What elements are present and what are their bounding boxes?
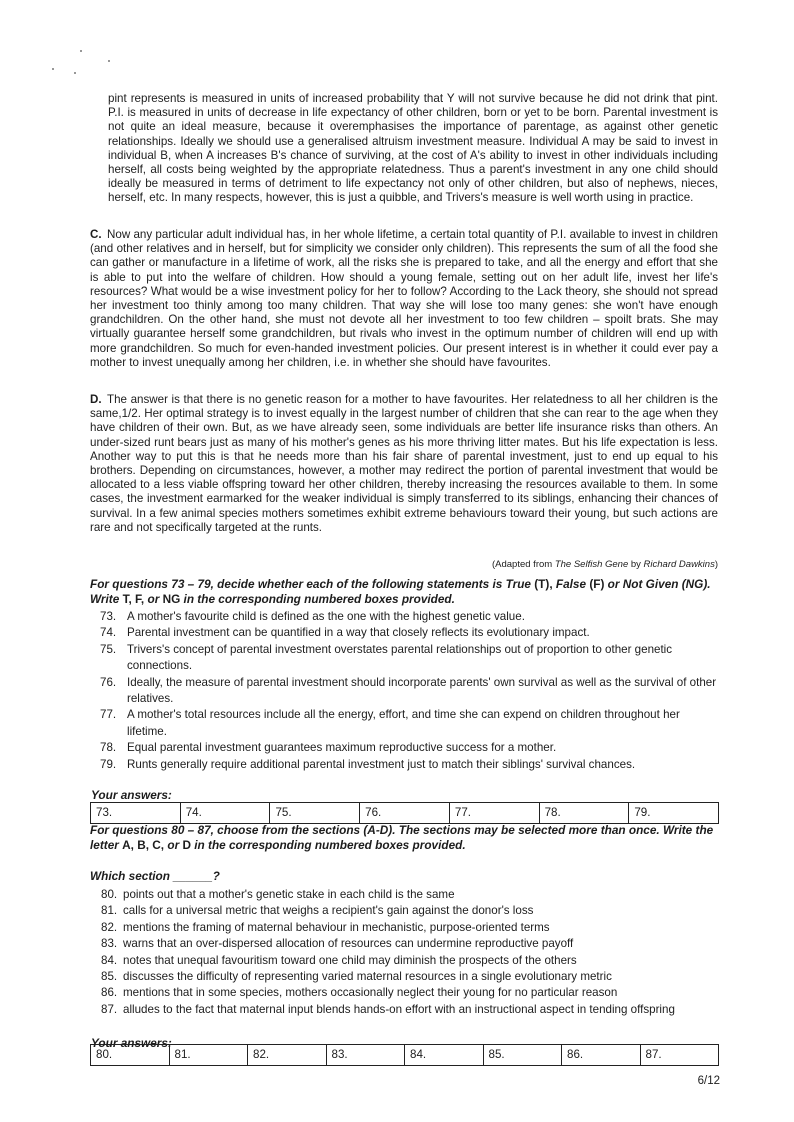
- question-74: 74. Parental investment can be quantified in a way that closely reflects its evolutionary impact.: [100, 626, 590, 640]
- answer-box-82[interactable]: 82.: [248, 1045, 327, 1065]
- question-84: 84. notes that unequal favouritism toward one child may diminish the prospects of the others: [101, 953, 577, 967]
- section-c: [90, 228, 718, 370]
- instructions-tf: For questions 73 – 79, decide whether each of the following statements is True (T), False (F) or Not Given (NG). Write T, F, or NG in the corresponding numbered boxes provided.: [90, 577, 711, 606]
- which-section-prompt: Which section ______?: [90, 869, 220, 883]
- answer-box-84[interactable]: 84.: [405, 1045, 484, 1065]
- page-number: 6/12: [697, 1075, 720, 1087]
- source-author: Richard Dawkins: [643, 559, 715, 570]
- section-d: [90, 393, 718, 535]
- question-82: 82. mentions the framing of maternal behaviour in mechanistic, purpose-oriented terms: [101, 920, 550, 934]
- answer-box-73[interactable]: 73.: [91, 803, 181, 823]
- answer-box-80[interactable]: 80.: [91, 1045, 170, 1065]
- question-77: 77. A mother's total resources include all the energy, effort, and time she can expend on children throughout her lifetime.: [100, 708, 680, 738]
- section-c-letter: C.: [90, 228, 102, 241]
- question-73: 73. A mother's favourite child is defined as the one with the highest genetic value.: [100, 610, 525, 623]
- tf-question-list: [100, 609, 720, 773]
- source-book: The Selfish Gene: [554, 559, 629, 570]
- question-86: 86. mentions that in some species, mothers occasionally neglect their young for no particular reason: [101, 986, 618, 1000]
- scan-specks: [50, 48, 130, 88]
- answer-box-76[interactable]: 76.: [360, 803, 450, 823]
- instructions-matching: For questions 80 – 87, choose from the sections (A-D). The sections may be selected more than once. Write the letter A, B, C, or D in the corresponding numbered boxes provided.: [90, 823, 714, 852]
- answer-box-87[interactable]: 87.: [645, 1048, 662, 1061]
- answer-box-77[interactable]: 77.: [450, 803, 540, 823]
- question-76: 76. Ideally, the measure of parental investment should incorporate parents' own survival as well as the survival of other relatives.: [100, 675, 717, 706]
- answer-box-86[interactable]: 86.: [562, 1045, 641, 1065]
- answer-box-79[interactable]: 79.: [634, 806, 651, 819]
- answer-boxes-73-79: [90, 802, 719, 824]
- question-87: 87. alludes to the fact that maternal input blends hands-on effort with an instructional aspect in tending offspring: [101, 1002, 675, 1016]
- answer-box-81[interactable]: 81.: [170, 1045, 249, 1065]
- matching-question-list: [101, 887, 721, 1018]
- answer-box-83[interactable]: 83.: [327, 1045, 406, 1065]
- question-80: 80. points out that a mother's genetic stake in each child is the same: [101, 888, 455, 901]
- question-81: 81. calls for a universal metric that weighs a recipient's gain against the donor's loss: [101, 904, 534, 918]
- question-78: 78. Equal parental investment guarantees maximum reproductive success for a mother.: [100, 741, 557, 755]
- question-85: 85. discusses the difficulty of representing varied maternal resources in a single evolutionary metric: [101, 970, 612, 984]
- source-citation: (Adapted from The Selfish Gene by Richard Dawkins): [491, 559, 718, 570]
- answer-boxes-80-87: [90, 1044, 719, 1066]
- answers-label-2: Your answers:: [91, 1036, 172, 1050]
- section-a-continuation: pint represents is measured in units of increased probability that Y will not survive because he did not drink that pint. P.I. is measured in units of decrease in life expectancy of other children, born or yet to be born. Parental investment is not quite an ideal measure, because it overemphasises the importance of parentage, as against other genetic relationships. Ideally we should use a generalised altruism investment measure. Individual A may be said to invest in individual B, when A increases B's chance of surviving, at the cost of A's ability to invest in other individuals including herself, all costs being weighted by the appropriate relatedness. Thus a parent's investment in any one child should ideally be measured in terms of detriment to life expectancy not only of other children, but also of nephews, nieces, herself, etc. In many respects, however, this is just a quibble, and Trivers's measure is well worth using in practice.: [108, 92, 718, 205]
- answer-box-78[interactable]: 78.: [540, 803, 630, 823]
- section-c-text: Now any particular adult individual has, in her whole lifetime, a certain total quantity of P.I. available to invest in children (and other relatives and in herself, but for simplicity we consider only children). This represents the sum of all the food she can gather or manufacture in a lifetime of work, all the risks she is prepared to take, and all the energy and effort that she is able to put into the welfare of children. How should a young female, setting out on her adult life, invest her life's resources? What would be a wise investment policy for her to follow? According to the Lack theory, she should not spread her investment too thinly among too many children. That way she will lose too many genes: she won't have enough grandchildren. On the other hand, she must not devote all her investment to too few children – spoilt brats. She may virtually guarantee herself some grandchildren, but rivals who invest in the optimum number of children will end up with more grandchildren. So much for even-handed investment policies. Our present interest is in whether it could ever pay a mother to invest unequally among her children, i.e. in whether she should have favourites.: [90, 228, 718, 369]
- answers-label-1: Your answers:: [91, 788, 172, 802]
- answer-box-74[interactable]: 74.: [181, 803, 271, 823]
- section-d-text: The answer is that there is no genetic reason for a mother to have favourites. Her relatedness to all her children is the same,1/2. Her optimal strategy is to invest equally in the largest number of children that she can rear to the age when they have children of their own. But, as we have already seen, some individuals are better life insurance risks than others. An under-sized runt bears just as many of his mother's genes as his more thriving litter mates. But his life expectation is less. Another way to put this is that he needs more than his fair share of parental investment, just to end up equal to his brothers. Depending on circumstances, however, a mother may redirect the portion of parental investment that would be allocated to a less viable offspring toward her other children, thereby increasing the resources available to them. In some cases, the investment earmarked for the weaker individual is simply transferred to its siblings, enhancing their chances of survival. In a few animal species mothers sometimes exhibit extreme behaviours toward their young, but such actions are rare and not specifically targeted at the runts.: [90, 393, 718, 534]
- answer-box-85[interactable]: 85.: [484, 1045, 563, 1065]
- question-75: 75. Trivers's concept of parental investment overstates parental relationships out of proportion to other genetic connections.: [100, 642, 673, 673]
- answer-box-75[interactable]: 75.: [270, 803, 360, 823]
- question-79: 79. Runts generally require additional parental investment just to match their siblings' survival chances.: [100, 757, 636, 771]
- section-d-letter: D.: [90, 393, 102, 406]
- question-83: 83. warns that an over-dispersed allocation of resources can undermine reproductive payoff: [101, 937, 574, 951]
